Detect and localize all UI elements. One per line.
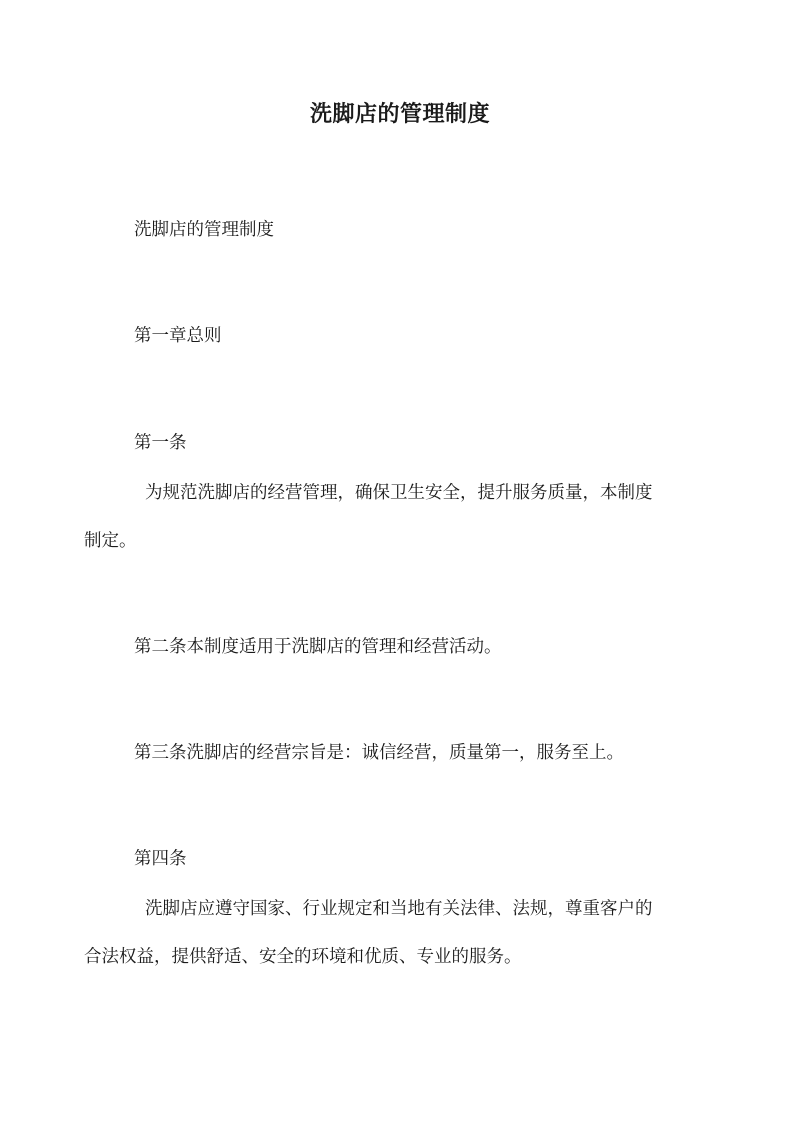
article-3-text: 第三条洗脚店的经营宗旨是：诚信经营，质量第一，服务至上。 xyxy=(134,743,624,763)
article-4-heading: 第四条 xyxy=(134,849,187,869)
article-1-heading: 第一条 xyxy=(134,433,187,453)
article-4-line-2: 合法权益，提供舒适、安全的环境和优质、专业的服务。 xyxy=(84,947,522,967)
article-1-line-2: 制定。 xyxy=(84,531,137,551)
article-2-text: 第二条本制度适用于洗脚店的管理和经营活动。 xyxy=(134,637,502,657)
article-4-line-1: 洗脚店应遵守国家、行业规定和当地有关法律、法规，尊重客户的 xyxy=(145,899,653,919)
chapter-heading: 第一章总则 xyxy=(134,326,222,346)
article-1-line-1: 为规范洗脚店的经营管理，确保卫生安全，提升服务质量，本制度 xyxy=(145,483,653,503)
document-subtitle: 洗脚店的管理制度 xyxy=(134,220,274,240)
document-title: 洗脚店的管理制度 xyxy=(309,101,490,127)
